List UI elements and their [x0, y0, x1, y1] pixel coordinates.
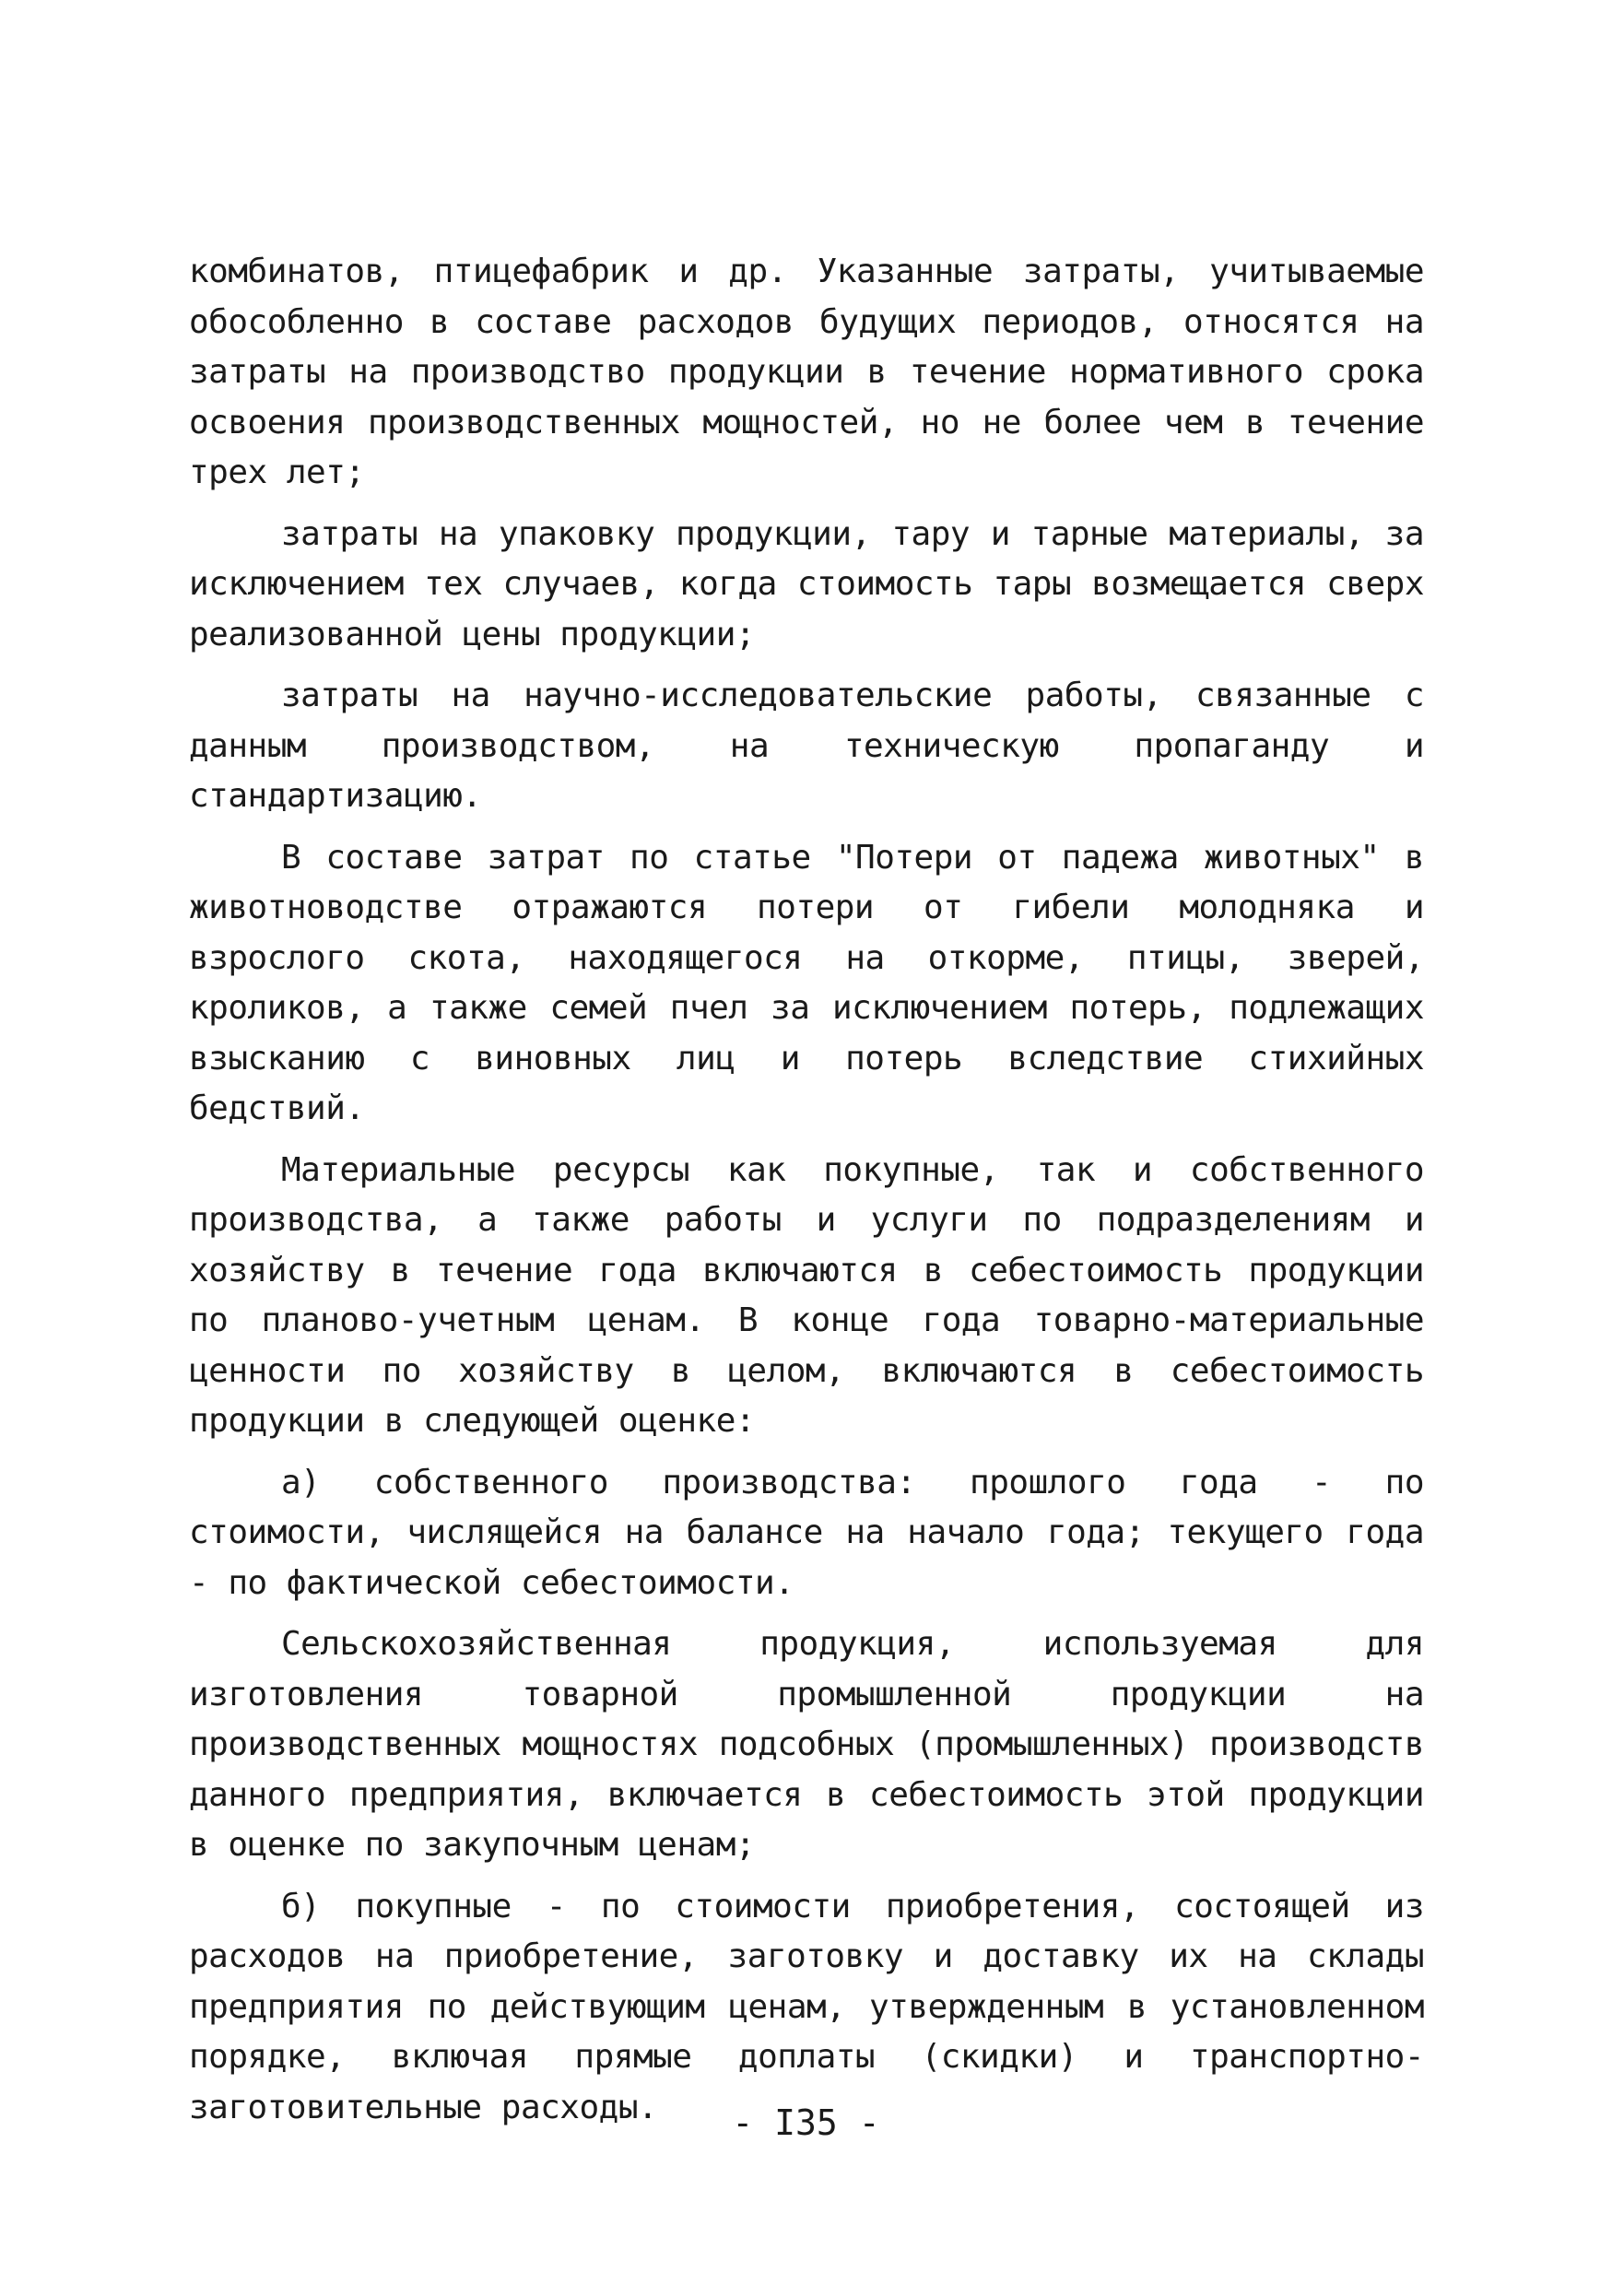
- paragraph-animal-losses: В составе затрат по статье "Потери от падежа животных" в животноводстве отражаются потери от гибели молодняка и взрослого скота, находящегося на откорме, птицы, зверей, кроликов, а также семей пчел за исключением потерь, подлежащих взысканию с виновных лиц и потерь вследствие стихийных бедствий.: [189, 838, 1424, 1127]
- page-number: - I35 -: [732, 2102, 880, 2143]
- paragraph-packaging-costs: затраты на упаковку продукции, тару и тарные материалы, за исключением тех случаев, когда стоимость тары возмещается сверх реализованной цены продукции;: [189, 514, 1424, 653]
- body-text: [189, 247, 1424, 2144]
- paragraph-material-resources: Материальные ресурсы как покупные, так и собственного производства, а также работы и услуги по подразделениям и хозяйству в течение года включаются в себестоимость продукции по планово-учетным ценам. В конце года товарно-материальные ценности по хозяйству в целом, включаются в себестоимость продукции в следующей оценке:: [189, 1150, 1424, 1440]
- paragraph-agricultural-products: Сельскохозяйственная продукция, используемая для изготовления товарной промышленной продукции на производственных мощностях подсобных (промышленных) производств данного предприятия, включается в себестоимость этой продукции в оценке по закупочным ценам;: [189, 1625, 1424, 1864]
- paragraph-purchased: б) покупные - по стоимости приобретения, состоящей из расходов на приобретение, заготовку и доставку их на склады предприятия по действующим ценам, утвержденным в установленном порядке, включая прямые доплаты (скидки) и транспортно-заготовительные расходы.: [189, 1887, 1424, 2126]
- paragraph-continuation: комбинатов, птицефабрик и др. Указанные затраты, учитываемые обособленно в составе расходов будущих периодов, относятся на затраты на производство продукции в течение нормативного срока освоения производственных мощностей, но не более чем в течение трех лет;: [189, 253, 1424, 491]
- paragraph-own-production: а) собственного производства: прошлого года - по стоимости, числящейся на балансе на начало года; текущего года - по фактической себестоимости.: [189, 1463, 1424, 1602]
- paragraph-research-costs: затраты на научно-исследовательские работы, связанные с данным производством, на техническую пропаганду и стандартизацию.: [189, 677, 1424, 815]
